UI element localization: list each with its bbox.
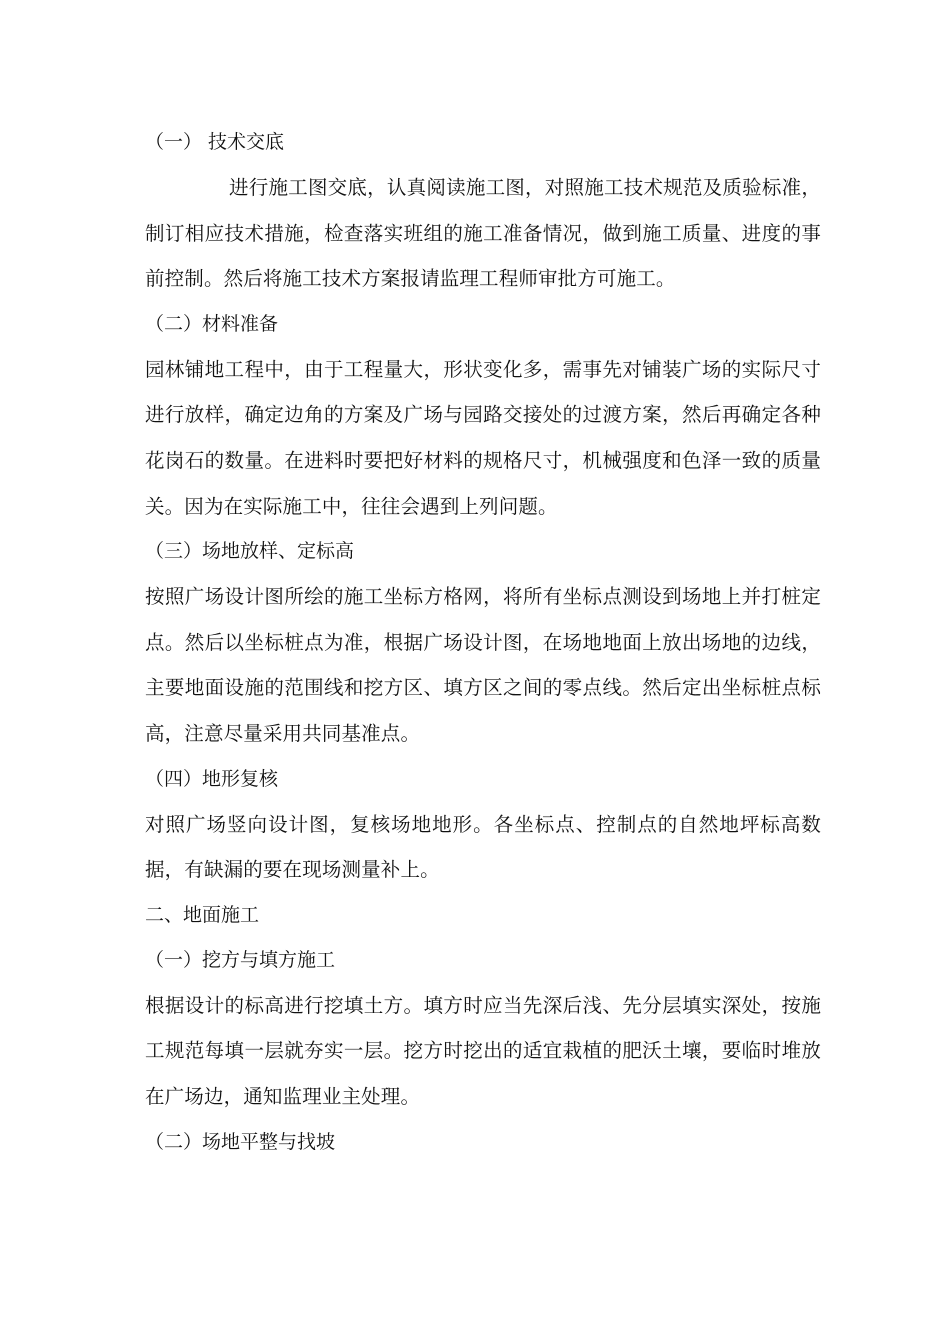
- section-heading-material-preparation: （二）材料准备: [145, 312, 279, 335]
- paragraph-cut-and-fill: 根据设计的标高进行挖填土方。填方时应当先深后浅、先分层填实深处，按施工规范每填一层就夯实一层。挖方时挖出的适宜栽植的肥沃土壤，要临时堆放在广场边，通知监理业主处理。: [145, 993, 821, 1108]
- paragraph-terrain-check: 对照广场竖向设计图，复核场地地形。各坐标点、控制点的自然地坪标高数据，有缺漏的要在现场测量补上。: [145, 812, 821, 882]
- document-body: [145, 120, 821, 1165]
- paragraph-site-layout: 按照广场设计图所绘的施工坐标方格网，将所有坐标点测设到场地上并打桩定点。然后以坐标桩点为准，根据广场设计图，在场地地面上放出场地的边线，主要地面设施的范围线和挖方区、填方区之间的零点线。然后定出坐标桩点标高，注意尽量采用共同基准点。: [145, 585, 821, 745]
- section-heading-technical-briefing: （一） 技术交底: [145, 131, 285, 153]
- paragraph-material-preparation: 园林铺地工程中，由于工程量大，形状变化多，需事先对铺装广场的实际尺寸进行放样，确定边角的方案及广场与园路交接处的过渡方案，然后再确定各种花岗石的数量。在进料时要把好材料的规格尺寸，机械强度和色泽一致的质量关。因为在实际施工中，往往会遇到上列问题。: [145, 357, 821, 518]
- section-heading-cut-and-fill: （一）挖方与填方施工: [145, 948, 336, 971]
- section-heading-grading: （二）场地平整与找坡: [145, 1130, 336, 1153]
- section-heading-terrain-check: （四）地形复核: [145, 767, 279, 790]
- section-heading-site-layout: （三）场地放样、定标高: [145, 540, 355, 563]
- paragraph-technical-briefing: 进行施工图交底，认真阅读施工图，对照施工技术规范及质验标准，制订相应技术措施，检查落实班组的施工准备情况，做到施工质量、进度的事前控制。然后将施工技术方案报请监理工程师审批方可施工。: [145, 176, 821, 291]
- chapter-heading-ground-construction: 二、地面施工: [145, 903, 260, 926]
